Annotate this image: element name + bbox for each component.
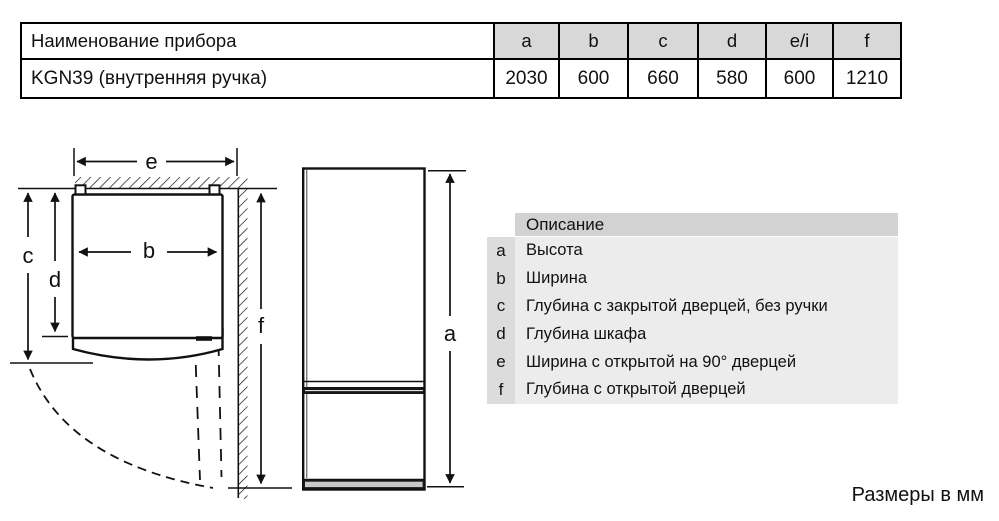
table-header-ei: e/i [766,23,833,59]
value-e: 600 [766,59,833,98]
cabinet-outline [73,195,223,339]
table-header-b: b [559,23,628,59]
legend-key: a [487,237,515,265]
legend-key: e [487,348,515,376]
table-header-c: c [628,23,698,59]
value-f: 1210 [833,59,901,98]
legend-key: c [487,293,515,321]
open-door-edge-left [195,344,200,480]
legend-label: Глубина шкафа [515,320,898,348]
legend-row-b [487,265,898,293]
legend-label: Высота [515,237,898,265]
top-view-diagram [10,148,292,499]
dim-label-f: f [257,313,265,338]
front-view-diagram [303,169,466,490]
open-door-edge-right [219,344,222,477]
table-header-appliance-name: Наименование прибора [21,23,494,59]
door-handle-mark [196,336,212,341]
dim-label-e: e [145,149,158,174]
value-a: 2030 [494,59,559,98]
legend-row-f [487,376,898,404]
legend-label: Ширина с открытой на 90° дверцей [515,348,898,376]
legend-key: f [487,376,515,404]
table-header-d: d [698,23,766,59]
table-header-a: a [494,23,559,59]
legend [487,213,898,404]
legend-label: Глубина с открытой дверцей [515,376,898,404]
plinth [304,481,423,488]
hinge-left [76,185,86,194]
table-header-row [21,23,901,59]
dimensions-table [20,22,902,99]
dim-label-a: a [443,321,457,346]
hinge-right [210,185,220,194]
legend-row-c [487,293,898,321]
legend-key: d [487,320,515,348]
legend-label: Глубина с закрытой дверцей, без ручки [515,293,898,321]
dimension-diagram [0,130,480,521]
dim-label-b: b [142,238,156,263]
table-row-kgn39 [21,59,901,98]
wall-hatch-right [238,177,248,499]
door-swing-arc [30,369,213,488]
table-header-f: f [833,23,901,59]
model-name-cell: KGN39 (внутренняя ручка) [21,59,494,98]
fridge-front-outline [303,169,424,490]
dim-label-c: c [22,243,34,268]
legend-row-a [487,237,898,265]
units-note: Размеры в мм [851,484,984,506]
legend-header: Описание [515,213,898,236]
value-c: 660 [628,59,698,98]
value-b: 600 [559,59,628,98]
dim-label-d: d [48,267,62,292]
legend-key: b [487,265,515,293]
legend-row-d [487,320,898,348]
legend-body [487,237,898,404]
legend-row-e [487,348,898,376]
value-ei: 580 [698,59,766,98]
legend-label: Ширина [515,265,898,293]
